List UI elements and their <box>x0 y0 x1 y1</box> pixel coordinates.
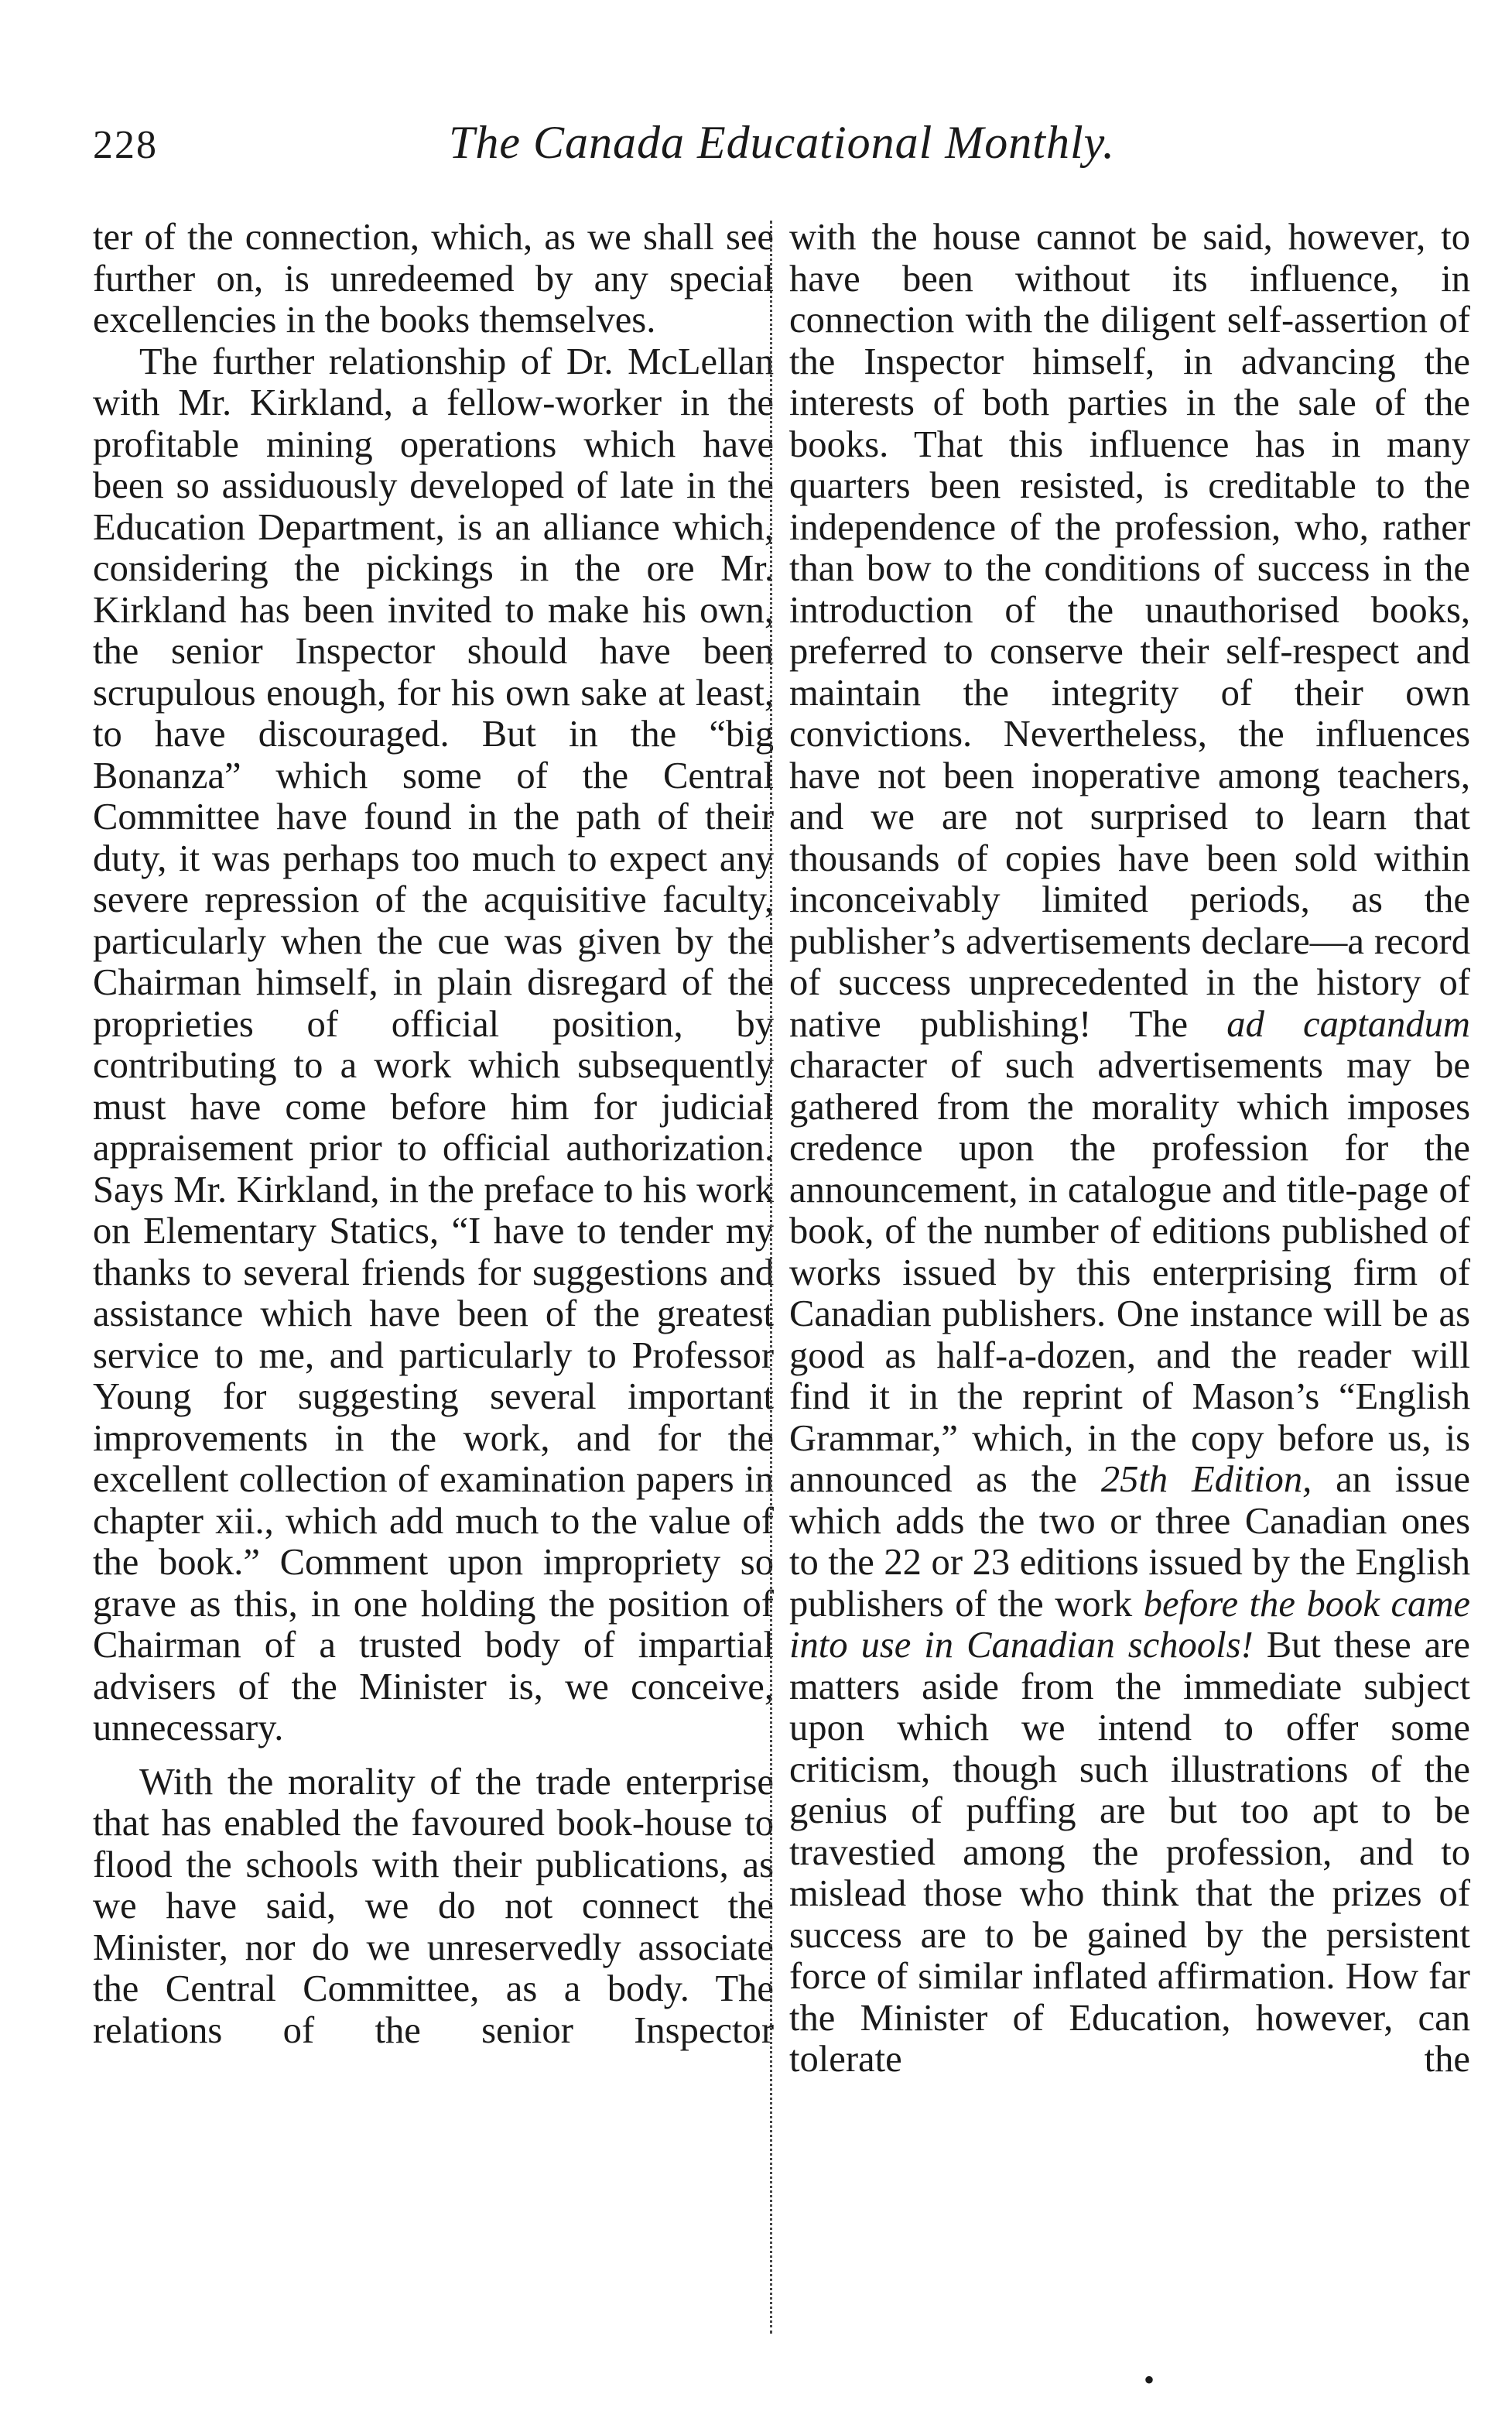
page-number: 228 <box>93 123 158 167</box>
column-divider <box>770 221 772 2334</box>
page-header <box>93 116 1455 178</box>
footer-dot: • <box>1144 2362 1155 2397</box>
right-italic-ad-captandum: ad captandum <box>1226 1002 1471 1045</box>
left-paragraph-3: With the morality of the trade enterprise that has enabled the favoured book-house to flood the schools with their publications, as we have said, we do not connect the Minister, nor do we unreservedly associate the Central Committee, as a body. The relations of the senior Inspector <box>93 1760 774 2051</box>
right-paragraph-1 <box>789 217 1470 2081</box>
left-paragraph-1: ter of the connection, which, as we shall see further on, is unredeemed by any special excellencies in the books themselves. <box>93 216 774 341</box>
running-title: The Canada Educational Monthly. <box>449 117 1115 168</box>
left-paragraph-2: The further relationship of Dr. McLellan with Mr. Kirkland, a fellow-worker in the profitable mining operations which have been so assiduously developed of late in the Education Department, is an alliance which, considering the pickings in the ore Mr. Kirkland has been invited to make his own, the senior Inspector should have been scrupulous enough, for his own sake at least, to have discouraged. But in the “big Bonanza” which some of the Central Committee have found in the path of their duty, it was perhaps too much to expect any severe repression of the acquisitive faculty, particularly when the cue was given by the Chairman himself, in plain disregard of the proprieties of official position, by contributing to a work which subsequently must have come before him for judicial appraisement prior to official authorization. Says Mr. Kirkland, in the preface to his work on Elementary Statics, “I have to tender my thanks to several friends for suggestions and assistance which have been of the greatest service to me, and particularly to Professor Young for suggesting several important improvements in the work, and for the excellent collection of examination papers in chapter xii., which add much to the value of the book.” Comment upon impropriety so grave as this, in one holding the position of Chairman of a trusted body of impartial advisers of the Minister is, we conceive, unnecessary. <box>93 340 774 1748</box>
right-italic-before-book: before the book came into use in Canadian schools! <box>789 1582 1470 1666</box>
right-italic-edition: 25th Edition, <box>1100 1458 1312 1500</box>
right-text-b: character of such advertisements may be gathered from the morality which imposes credence upon the profession for the announcement, in catalogue and title-page of book, of the number of editions published of works issued by this enterprising firm of Canadian publishers. One instance will be as good as half-a-dozen, and the reader will find it in the reprint of Mason’s “English Grammar,” which, in the copy before us, is announced as the <box>789 1044 1470 1500</box>
right-text-c: an issue which adds the two or three Canadian ones to the 22 or 23 editions issued by the English publishers of the work <box>789 1458 1470 1625</box>
right-text-d: But these are matters aside from the immediate subject upon which we intend to offer some criticism, though such illustrations of the genius of puffing are but too apt to be travestied among the profession, and to mislead those who think that the prizes of success are to be gained by the persistent force of similar inflated affirmation. How far the Minister of Education, however, can tolerate the <box>789 1624 1471 2080</box>
left-column <box>93 217 774 2051</box>
right-text-a: with the house cannot be said, however, to have been without its influence, in connection with the diligent self-assertion of the Inspector himself, in advancing the interests of both parties in the sale of the books. That this influence has in many quarters been resisted, is creditable to the independence of the profession, who, rather than bow to the conditions of success in the introduction of the unauthorised books, preferred to conserve their self-respect and maintain the integrity of their own convictions. Nevertheless, the influences have not been inoperative among teachers, and we are not surprised to learn that thousands of copies have been sold within inconceivably limited periods, as the publisher’s advertisements declare—a record of success unprecedented in the history of native publishing! The <box>789 216 1470 1045</box>
right-column <box>789 217 1470 2081</box>
